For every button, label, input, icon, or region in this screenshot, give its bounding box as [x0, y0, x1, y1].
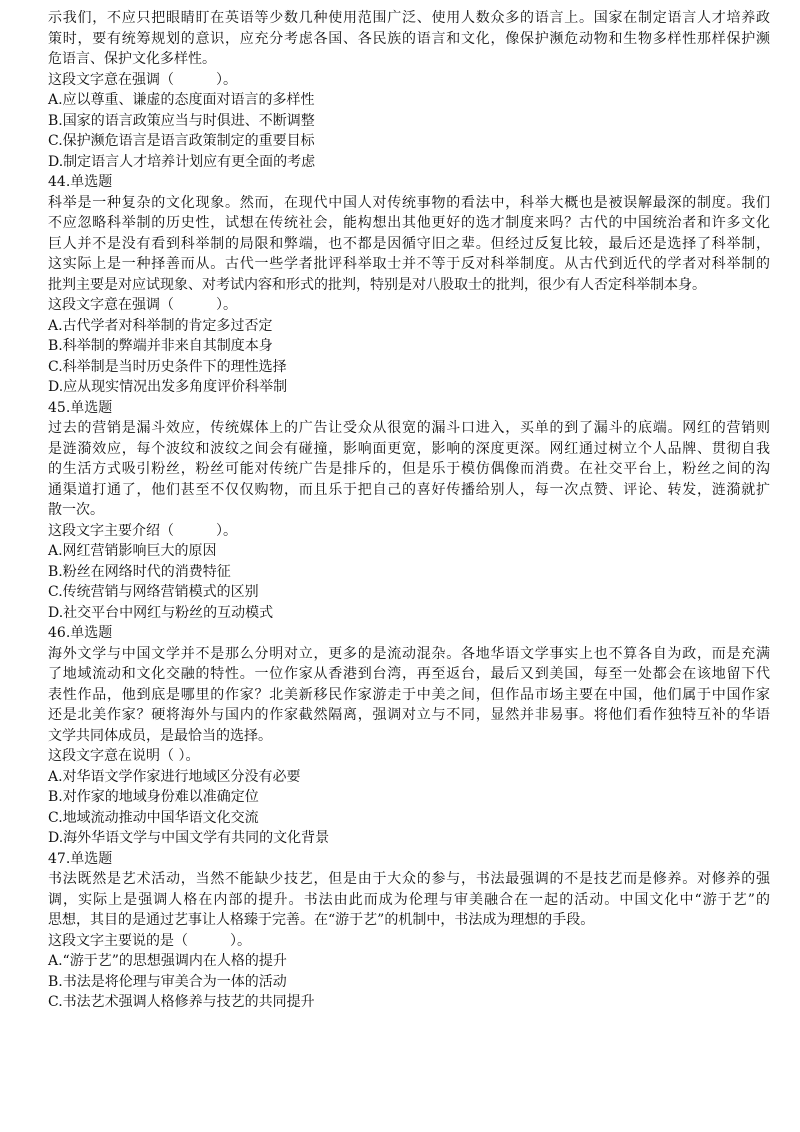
question-prompt: 这段文字意在强调（ ）。	[48, 297, 237, 313]
option-a: A.应以尊重、谦虚的态度面对语言的多样性	[48, 92, 315, 108]
question-prompt: 这段文字意在说明（ ）。	[48, 748, 200, 764]
passage-line: 这实际上是一种择善而从。古代一些学者批评科举取士并不等于反对科举制度。从古代到近代的学者对科举制的	[48, 256, 770, 272]
question-47	[48, 849, 770, 1013]
passage-line: 巨人并不是没有看到科举制的局限和弊端，也不都是因循守旧之辈。但经过反复比较，最后还是选择了科举制，	[48, 235, 770, 252]
passage-line: 是涟漪效应，每个波纹和波纹之间会有碰撞，影响面更宽，影响的深度更深。网红通过树立个人品牌、贯彻自我	[48, 440, 770, 457]
option-a: A.对华语文学作家进行地域区分没有必要	[48, 768, 301, 785]
option-a: A.“游于艺”的思想强调内在人格的提升	[48, 953, 287, 969]
option-b: B.粉丝在网络时代的消费特征	[48, 563, 231, 580]
option-b: B.对作家的地域身份难以准确定位	[48, 789, 259, 805]
option-d: D.社交平台中网红与粉丝的互动模式	[48, 604, 274, 621]
passage-line: 海外文学与中国文学并不是那么分明对立，更多的是流动混杂。各地华语文学事实上也不算各自为政，而是充满	[48, 645, 770, 662]
option-c: C.科举制是当时历史条件下的理性选择	[48, 358, 287, 375]
option-d: D.制定语言人才培养计划应有更全面的考虑	[48, 153, 316, 170]
option-b: B.国家的语言政策应当与时俱进、不断调整	[48, 112, 315, 129]
passage-line: 文学共同体成员，是最恰当的选择。	[48, 727, 272, 744]
option-b: B.书法是将伦理与审美合为一体的活动	[48, 973, 287, 990]
option-c: C.传统营销与网络营销模式的区别	[48, 584, 259, 600]
passage-line: 不应忽略科举制的历史性，试想在传统社会，能构想出其他更好的选才制度来吗？古代的中国统治者和许多文化	[48, 215, 770, 231]
passage-line: 了地域流动和文化交融的特性。一位作家从香港到台湾，再至返台，最后又到美国，每至一处都会在该地留下代	[48, 666, 770, 682]
passage-line: 通渠道打通了，他们甚至不仅仅购物，而且乐于把自己的喜好传播给别人，每一次点赞、评论、转发，涟漪就扩	[48, 481, 770, 498]
question-header: 45.单选题	[48, 399, 113, 416]
option-c: C.保护濒危语言是语言政策制定的重要目标	[48, 133, 315, 149]
option-b: B.科举制的弊端并非来自其制度本身	[48, 338, 273, 354]
passage-line: 批判主要是对应试现象、对考试内容和形式的批判，特别是对八股取士的批判，很少有人否定科举制本身。	[48, 276, 706, 293]
passage-line: 示我们，不应只把眼睛盯在英语等少数几种使用范围广泛、使用人数众多的语言上。国家在制定语言人才培养政	[48, 10, 770, 26]
passage-line: 思想，其目的是通过艺事让人格臻于完善。在“游于艺”的机制中，书法成为理想的手段。	[48, 912, 595, 928]
question-prompt: 这段文字主要介绍（ ）。	[48, 522, 237, 539]
option-d: D.海外华语文学与中国文学有共同的文化背景	[48, 830, 330, 846]
passage-line: 表性作品，他到底是哪里的作家？北美新移民作家游走于中美之间，但作品市场主要在中国，他们属于中国作家	[48, 686, 770, 703]
intro-passage	[48, 8, 770, 172]
passage-line: 危语言、保护文化多样性。	[48, 51, 216, 67]
question-header: 47.单选题	[48, 850, 113, 867]
option-a: A.古代学者对科举制的肯定多过否定	[48, 317, 273, 334]
passage-line: 还是北美作家？硬将海外与国内的作家截然隔离，强调对立与不同，显然并非易事。将他们看作独特互补的华语	[48, 707, 770, 723]
question-header: 44.单选题	[48, 174, 113, 190]
passage-line: 的生活方式吸引粉丝，粉丝可能对传统广告是排斥的，但是乐于模仿偶像而消费。在社交平台上，粉丝之间的沟	[48, 461, 770, 477]
option-d: D.应从现实情况出发多角度评价科举制	[48, 379, 288, 395]
question-45	[48, 398, 770, 624]
passage-line: 过去的营销是漏斗效应，传统媒体上的广告让受众从很宽的漏斗口进入，买单的到了漏斗的底端。网红的营销则	[48, 420, 770, 436]
question-prompt: 这段文字意在强调（ ）。	[48, 71, 237, 88]
option-a: A.网红营销影响巨大的原因	[48, 543, 217, 559]
option-c: C.书法艺术强调人格修养与技艺的共同提升	[48, 994, 315, 1010]
passage-line: 科举是一种复杂的文化现象。然而，在现代中国人对传统事物的看法中，科举大概也是被误解最深的制度。我们	[48, 194, 770, 211]
question-44	[48, 172, 770, 398]
question-46	[48, 623, 770, 849]
document-page	[48, 8, 770, 1013]
option-c: C.地域流动推动中国华语文化交流	[48, 809, 259, 826]
passage-line: 调，实际上是强调人格在内部的提升。书法由此而成为伦理与审美融合在一起的活动。中国文化中“游于艺”的	[48, 891, 770, 908]
passage-line: 散一次。	[48, 502, 104, 518]
question-header: 46.单选题	[48, 625, 113, 641]
passage-line: 策时，要有统筹规划的意识，应充分考虑各国、各民族的语言和文化，像保护濒危动物和生物多样性那样保护濒	[48, 30, 770, 47]
passage-line: 书法既然是艺术活动，当然不能缺少技艺，但是由于大众的参与，书法最强调的不是技艺而是修养。对修养的强	[48, 871, 770, 887]
question-prompt: 这段文字主要说的是（ ）。	[48, 932, 251, 949]
